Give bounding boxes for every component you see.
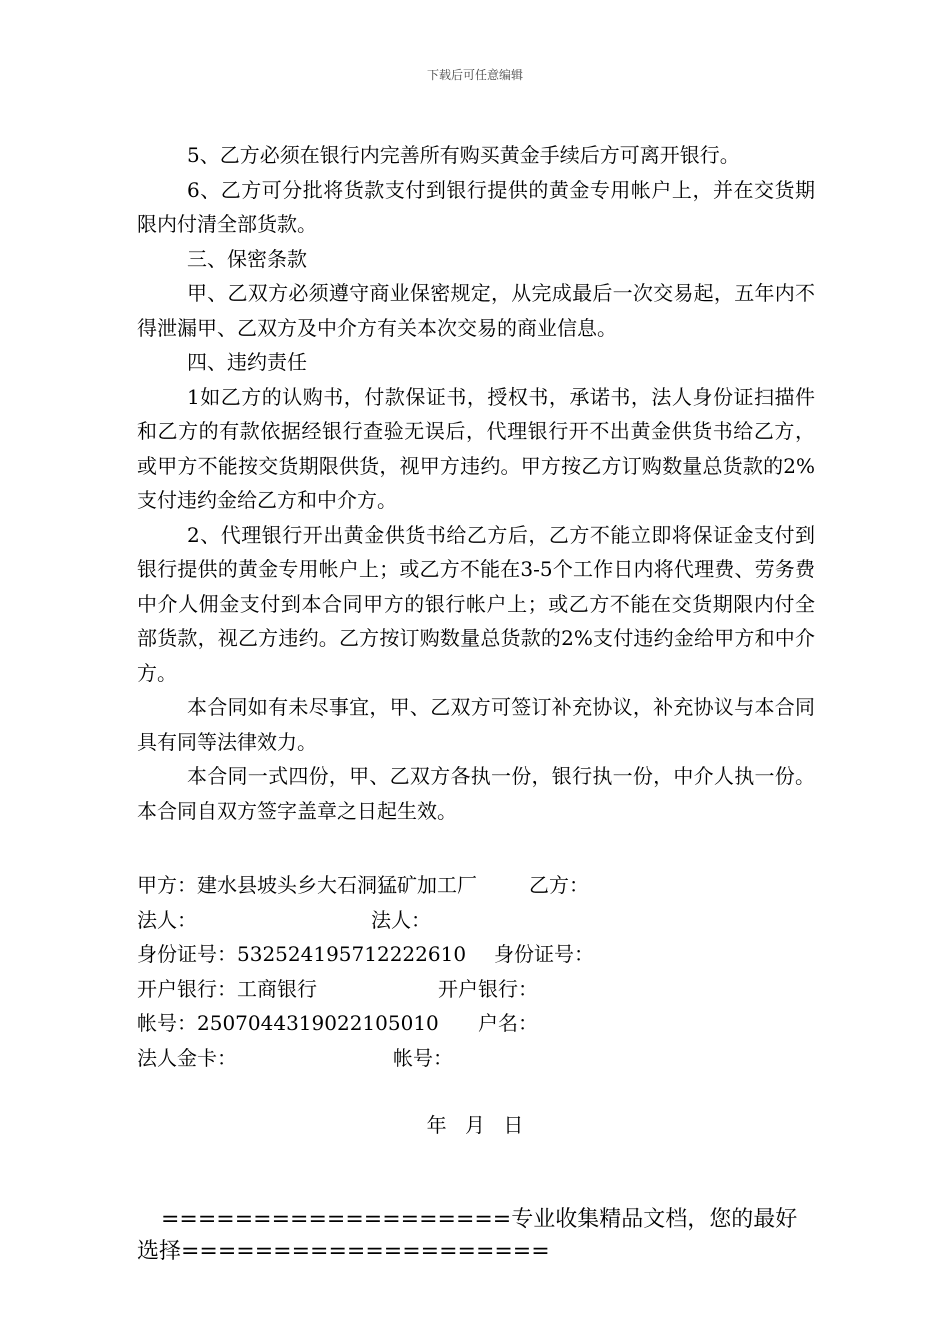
signature-row-legal [137, 903, 815, 938]
supplementary-clause: 本合同如有未尽事宜，甲、乙双方可签订补充协议，补充协议与本合同具有同等法律效力。 [137, 695, 815, 754]
signature-block [137, 868, 815, 1075]
account-b-label: 户名： [478, 1011, 538, 1035]
page-footer-note: ===================专业收集精品文档，您的最好选择==================== [137, 1207, 798, 1264]
party-b-label: 乙方： [529, 873, 589, 897]
date-month: 月 [465, 1113, 485, 1137]
section-heading-liability: 四、违约责任 [187, 350, 307, 374]
liability-clause-1: 1如乙方的认购书，付款保证书，授权书，承诺书，法人身份证扫描件和乙方的有款依据经银行查验无误后，代理银行开不出黄金供货书给乙方，或甲方不能按交货期限供货，视甲方违约。甲方按乙方订购数量总货款的2%支付违约金给乙方和中介方。 [137, 384, 815, 512]
card-b-label: 帐号： [393, 1045, 453, 1070]
bank-a-label: 开户银行：工商银行 [137, 976, 317, 1001]
date-day: 日 [503, 1113, 524, 1137]
account-a-label: 帐号：2507044319022105010 [137, 1011, 439, 1035]
party-a-label: 甲方：建水县坡头乡大石洞猛矿加工厂 [137, 873, 477, 897]
clause-6: 6、乙方可分批将货款支付到银行提供的黄金专用帐户上，并在交货期限内付清全部货款。 [137, 177, 815, 236]
contract-body [137, 138, 815, 828]
confidentiality-clause: 甲、乙双方必须遵守商业保密规定，从完成最后一次交易起，五年内不得泄漏甲、乙双方及中介方有关本次交易的商业信息。 [137, 281, 815, 340]
legal-b-label: 法人： [371, 907, 431, 932]
signature-row-card [137, 1041, 815, 1076]
section-heading-confidentiality: 三、保密条款 [187, 246, 307, 271]
signature-row-party [137, 868, 815, 903]
date-year: 年 [426, 1113, 447, 1137]
bank-b-label: 开户银行： [438, 976, 538, 1001]
signature-row-account [137, 1006, 815, 1041]
liability-clause-2: 2、代理银行开出黄金供货书给乙方后，乙方不能立即将保证金支付到银行提供的黄金专用帐户上；或乙方不能在3-5个工作日内将代理费、劳务费中介人佣金支付到本合同甲方的银行帐户上；或乙方不能在交货期限内付全部货款，视乙方违约。乙方按订购数量总货款的2%支付违约金给甲方和中介方。 [137, 522, 815, 685]
signature-row-bank [137, 972, 815, 1007]
copies-clause: 本合同一式四份，甲、乙双方各执一份，银行执一份，中介人执一份。本合同自双方签字盖章之日起生效。 [137, 764, 815, 823]
signature-row-id [137, 937, 815, 972]
page-header-note: 下载后可任意编辑 [426, 68, 523, 82]
id-a-label: 身份证号：532524195712222610 [137, 942, 467, 966]
date-line [0, 1108, 950, 1142]
card-a-label: 法人金卡： [137, 1045, 237, 1070]
clause-5: 5、乙方必须在银行内完善所有购买黄金手续后方可离开银行。 [187, 143, 740, 167]
id-b-label: 身份证号： [494, 942, 594, 966]
legal-a-label: 法人： [137, 907, 197, 932]
